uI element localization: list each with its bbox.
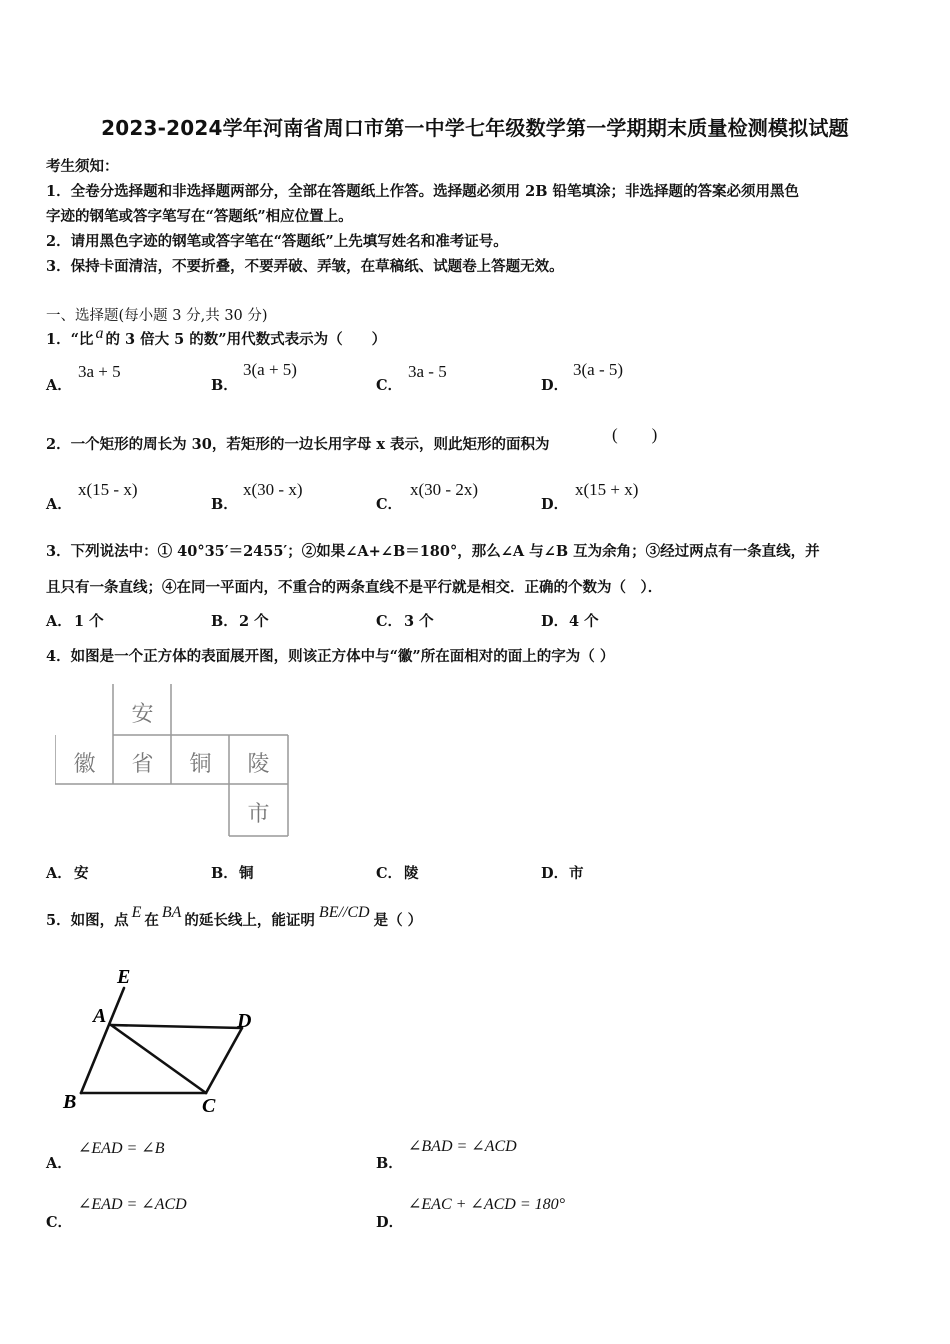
- q5-label-b: B．: [376, 1155, 403, 1172]
- q3-label-c: C．: [376, 613, 403, 630]
- q1-label-c: C．: [376, 377, 403, 394]
- q4-option-d: 市: [569, 865, 584, 882]
- q2-label-d: D．: [541, 496, 569, 513]
- point-label-d: D: [237, 1010, 252, 1032]
- parallelogram-figure: [55, 960, 275, 1120]
- q5-option-c: ∠EAD = ∠ACD: [78, 1196, 187, 1213]
- net-face-ling: 陵: [247, 751, 270, 777]
- q1-stem: [46, 325, 387, 349]
- q5-option-b: ∠BAD = ∠ACD: [408, 1138, 517, 1155]
- q1-stem-pre: 1．“比: [46, 331, 94, 348]
- notice-line-1b: 字迹的钢笔或答字笔写在“答题纸”相应位置上。: [46, 208, 353, 225]
- q2-option-d: x(15 + x): [575, 480, 639, 499]
- q1-option-c: 3a - 5: [408, 362, 447, 381]
- q1-option-a: 3a + 5: [78, 362, 121, 381]
- q3-option-c: 3 个: [404, 613, 434, 630]
- line-dc: [206, 1028, 242, 1093]
- q2-paren: ( ): [612, 425, 658, 444]
- q4-option-b: 铜: [239, 865, 254, 882]
- q5-label-c: C．: [46, 1214, 73, 1231]
- point-label-a: A: [93, 1005, 107, 1027]
- q4-option-c: 陵: [404, 865, 419, 882]
- q5-option-a: ∠EAD = ∠B: [78, 1140, 165, 1157]
- net-face-sheng: 省: [131, 751, 154, 777]
- q1-label-d: D．: [541, 377, 569, 394]
- point-label-b: B: [63, 1091, 77, 1113]
- q5-stem: [46, 904, 423, 930]
- q2-option-b: x(30 - x): [243, 480, 303, 499]
- q5-ray-ba: BA: [161, 904, 182, 921]
- q1-option-d: 3(a - 5): [573, 360, 624, 379]
- line-eb: [81, 988, 124, 1093]
- q3-option-b: 2 个: [239, 613, 269, 630]
- net-face-tong: 铜: [189, 751, 212, 777]
- line-ac: [111, 1025, 206, 1093]
- q4-stem: 4．如图是一个正方体的表面展开图，则该正方体中与“徽”所在面相对的面上的字为（ ）: [46, 648, 615, 665]
- notice-heading: 考生须知：: [46, 158, 119, 175]
- q1-var: a: [95, 325, 104, 342]
- notice-line-2: 2．请用黑色字迹的钢笔或答字笔在“答题纸”上先填写姓名和准考证号。: [46, 233, 508, 250]
- q5-label-d: D．: [376, 1214, 404, 1231]
- q5-option-d: ∠EAC + ∠ACD = 180°: [408, 1196, 566, 1213]
- net-face-shi: 市: [247, 801, 270, 827]
- q3-option-d: 4 个: [569, 613, 599, 630]
- page-title: 2023-2024学年河南省周口市第一中学七年级数学第一学期期末质量检测模拟试题: [101, 116, 849, 140]
- cube-net-figure: [55, 684, 295, 840]
- q5-stem-mid1: 在: [144, 912, 159, 929]
- q3-stem-line2: 且只有一条直线；④在同一平面内，不重合的两条直线不是平行就是相交．正确的个数为（ ）．: [46, 579, 663, 596]
- line-ad: [111, 1025, 242, 1028]
- q5-condition: BE//CD: [318, 904, 370, 921]
- notice-line-3: 3．保持卡面清洁，不要折叠，不要弄破、弄皱，在草稿纸、试题卷上答题无效。: [46, 258, 564, 275]
- q2-label-b: B．: [211, 496, 238, 513]
- point-label-c: C: [202, 1095, 216, 1117]
- q4-label-b: B．: [211, 865, 238, 882]
- q2-label-c: C．: [376, 496, 403, 513]
- q3-option-a: 1 个: [74, 613, 104, 630]
- q2-option-a: x(15 - x): [78, 480, 138, 499]
- q5-point-e: E: [131, 904, 142, 921]
- net-face-hui: 徽: [73, 751, 96, 777]
- q4-label-d: D．: [541, 865, 569, 882]
- q3-label-b: B．: [211, 613, 238, 630]
- q5-stem-mid2: 的延长线上，能证明: [184, 912, 315, 929]
- q1-label-b: B．: [211, 377, 238, 394]
- q3-label-a: A．: [46, 613, 72, 630]
- q4-label-c: C．: [376, 865, 403, 882]
- q5-stem-post: 是（ ）: [373, 912, 423, 929]
- q2-option-c: x(30 - 2x): [410, 480, 478, 499]
- q3-stem-line1: 3．下列说法中：① 40°35′＝2455′；②如果∠A+∠B＝180°，那么∠A 与∠B 互为余角；③经过两点有一条直线，并: [46, 543, 820, 560]
- q1-option-b: 3(a + 5): [243, 360, 297, 379]
- q1-stem-post: 的 3 倍大 5 的数”用代数式表示为（ ）: [105, 331, 387, 348]
- net-face-an: 安: [131, 701, 154, 727]
- point-label-e: E: [117, 966, 131, 988]
- notice-line-1a: 1．全卷分选择题和非选择题两部分，全部在答题纸上作答。选择题必须用 2B 铅笔填涂；非选择题的答案必须用黑色: [46, 183, 800, 200]
- q5-stem-pre: 5．如图，点: [46, 912, 129, 929]
- q2-label-a: A．: [46, 496, 72, 513]
- q1-label-a: A．: [46, 377, 72, 394]
- q4-label-a: A．: [46, 865, 72, 882]
- section-heading: 一、选择题(每小题 3 分,共 30 分): [46, 308, 268, 324]
- q4-option-a: 安: [74, 865, 89, 882]
- q5-label-a: A．: [46, 1155, 72, 1172]
- q2-stem: 2．一个矩形的周长为 30，若矩形的一边长用字母 x 表示，则此矩形的面积为: [46, 436, 550, 453]
- q3-label-d: D．: [541, 613, 569, 630]
